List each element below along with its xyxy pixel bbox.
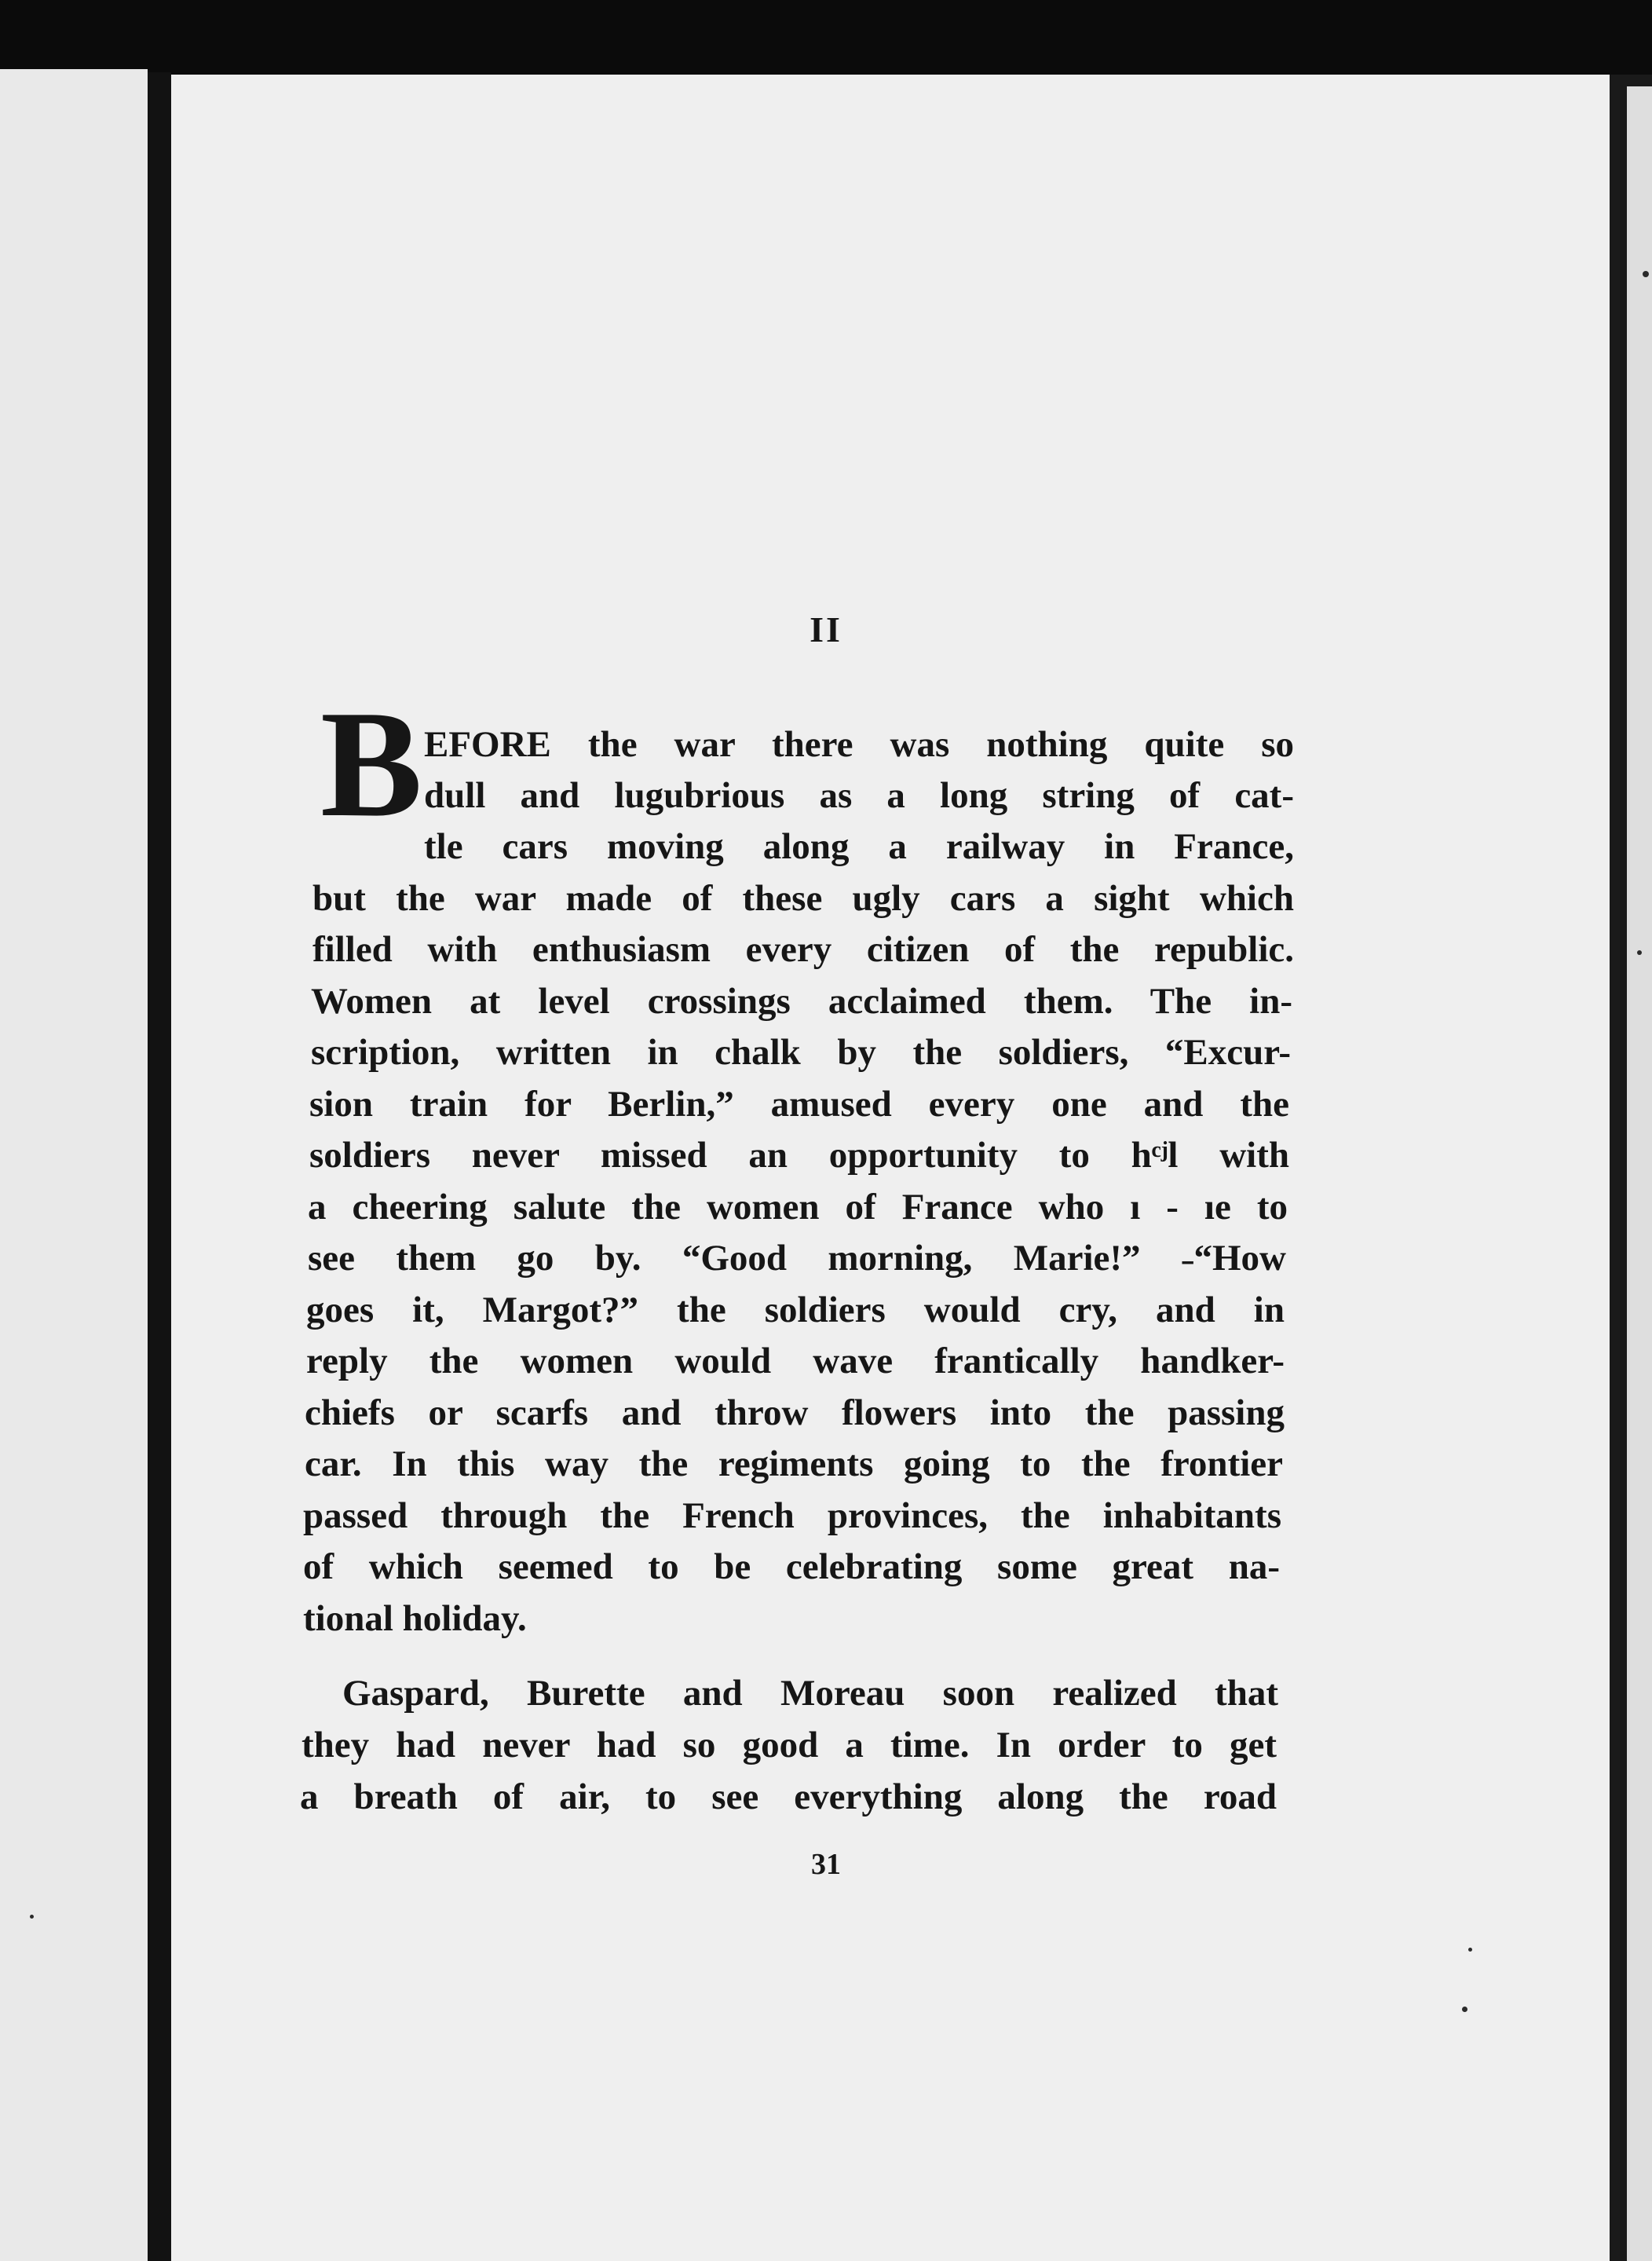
text-line: car. In this way the regiments going to the frontier <box>305 1443 1283 1484</box>
scan-speck <box>1637 950 1642 955</box>
text-line: Women at level crossings acclaimed them. The in- <box>311 981 1292 1022</box>
next-page-edge <box>1627 86 1652 2261</box>
scan-speck <box>1468 1948 1472 1952</box>
scan-speck <box>1462 2007 1467 2012</box>
text-line: soldiers never missed an opportunity to hᶜʲl with <box>309 1135 1289 1176</box>
text-line: sion train for Berlin,” amused every one and the <box>309 1084 1289 1125</box>
text-line: they had never had so good a time. In order to get <box>302 1725 1277 1765</box>
text-line: scription, written in chalk by the soldiers, “Excur- <box>311 1032 1291 1073</box>
text-line: tle cars moving along a railway in France, <box>424 826 1294 867</box>
book-gutter <box>148 72 171 2261</box>
text-line: of which seemed to be celebrating some great na- <box>303 1546 1280 1587</box>
text-line: chiefs or scarfs and throw flowers into the passing <box>305 1392 1285 1433</box>
text-line: but the war made of these ugly cars a sight which <box>312 878 1294 919</box>
page-number: 31 <box>811 1848 841 1881</box>
text-line: dull and lugubrious as a long string of cat- <box>424 775 1294 816</box>
scan-speck <box>30 1915 34 1919</box>
text-line: a cheering salute the women of France who ı ‐ ıe to <box>308 1187 1288 1227</box>
text-line: see them go by. “Good morning, Marie!” ˗“How <box>308 1238 1286 1279</box>
scan-speck <box>1643 271 1649 277</box>
text-line: reply the women would wave frantically handker- <box>306 1341 1285 1381</box>
text-line: Gaspard, Burette and Moreau soon realized that <box>342 1673 1278 1714</box>
text-line: tional holiday. <box>303 1598 527 1639</box>
text-line: passed through the French provinces, the inhabitants <box>303 1495 1281 1536</box>
drop-cap: B <box>320 679 423 849</box>
text-line: EFORE the war there was nothing quite so <box>424 724 1294 765</box>
facing-page-edge <box>0 69 148 2261</box>
chapter-heading: II <box>810 609 842 649</box>
text-line: filled with enthusiasm every citizen of the republic. <box>312 929 1294 970</box>
text-line: a breath of air, to see everything along the road <box>300 1776 1277 1817</box>
text-line: goes it, Margot?” the soldiers would cry, and in <box>306 1290 1285 1330</box>
